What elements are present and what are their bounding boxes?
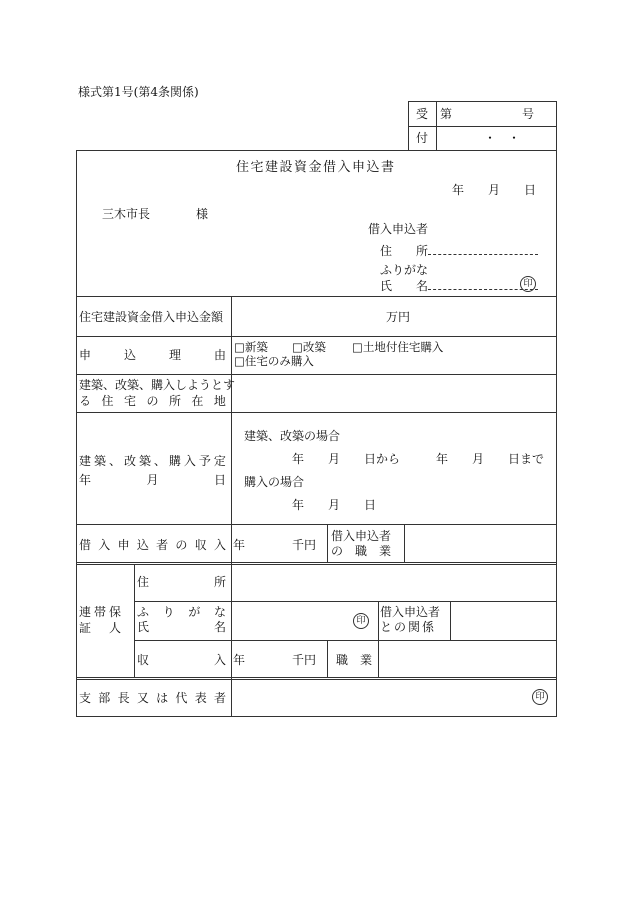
receipt-accept-label: 受	[416, 107, 429, 121]
application-date[interactable]: 年 月 日	[452, 183, 537, 197]
applicant-address-label: 住 所	[380, 244, 429, 258]
guarantor-income-unit: 千円	[292, 653, 317, 667]
reason-option-house-only[interactable]: □住宅のみ購入	[234, 354, 314, 368]
amount-unit: 万円	[386, 310, 411, 324]
form-title: 住宅建設資金借入申込書	[236, 160, 396, 175]
receipt-no-suffix: 号	[522, 107, 535, 121]
applicant-address-row[interactable]	[380, 244, 538, 257]
guarantor-name-label: 氏 名	[137, 620, 226, 634]
applicant-furigana-label: ふりがな	[380, 263, 429, 277]
income-year[interactable]: 年	[233, 538, 246, 552]
occupation-label-line2: の 職 業	[331, 544, 392, 558]
schedule-build-label: 建築、改築の場合	[244, 429, 341, 443]
reason-option-new[interactable]: □新築	[234, 340, 268, 354]
form-number: 様式第1号(第4条関係)	[78, 85, 199, 99]
guarantor-income-label: 収 入	[137, 653, 226, 667]
amount-label: 住宅建設資金借入申込金額	[79, 310, 224, 324]
branch-label: 支 部 長 又 は 代 表 者	[79, 691, 226, 705]
addressee-honorific: 様	[196, 207, 209, 221]
receipt-no-prefix: 第	[440, 107, 453, 121]
reason-option-rebuild[interactable]: □改築	[292, 340, 326, 354]
receipt-date-dots: ・ ・	[484, 131, 521, 145]
reason-option-land-and-house[interactable]: □土地付住宅購入	[352, 340, 444, 354]
schedule-buy-date[interactable]: 年 月 日	[292, 498, 377, 512]
location-label-line1: 建築、改築、購入しようとす	[79, 378, 236, 392]
guarantor-address-label: 住 所	[137, 575, 226, 589]
applicant-name-label: 氏 名	[380, 279, 429, 293]
relation-label-line2: との関係	[380, 620, 437, 634]
guarantor-income-year[interactable]: 年	[233, 653, 246, 667]
reason-label: 申 込 理 由	[79, 348, 226, 362]
occupation-label-line1: 借入申込者	[331, 529, 392, 543]
income-unit: 千円	[292, 538, 317, 552]
addressee: 三木市長	[102, 207, 151, 221]
schedule-label-line2: 年 月 日	[79, 473, 226, 487]
applicant-seal-icon: 印	[520, 276, 536, 292]
relation-label-line1: 借入申込者	[380, 605, 441, 619]
guarantor-label-line1: 連帯保	[79, 605, 125, 619]
branch-seal-icon: 印	[532, 689, 548, 705]
schedule-build-dates[interactable]: 年 月 日から 年 月 日まで	[292, 452, 545, 466]
guarantor-seal-icon: 印	[353, 613, 369, 629]
applicant-address-field[interactable]	[428, 244, 538, 255]
schedule-buy-label: 購入の場合	[244, 475, 305, 489]
applicant-label: 借入申込者	[368, 222, 429, 236]
guarantor-label-line2: 証 人	[79, 621, 125, 635]
income-label: 借 入 申 込 者 の 収 入	[79, 538, 226, 552]
guarantor-furigana-label: ふ り が な	[137, 605, 226, 619]
guarantor-occupation-label: 職 業	[336, 653, 373, 667]
receipt-date-label: 付	[416, 131, 429, 145]
schedule-label-line1: 建 築 、 改 築 、 購 入 予 定	[79, 454, 226, 468]
applicant-name-row[interactable]	[380, 279, 538, 292]
location-label-line2: る 住 宅 の 所 在 地	[79, 394, 226, 408]
